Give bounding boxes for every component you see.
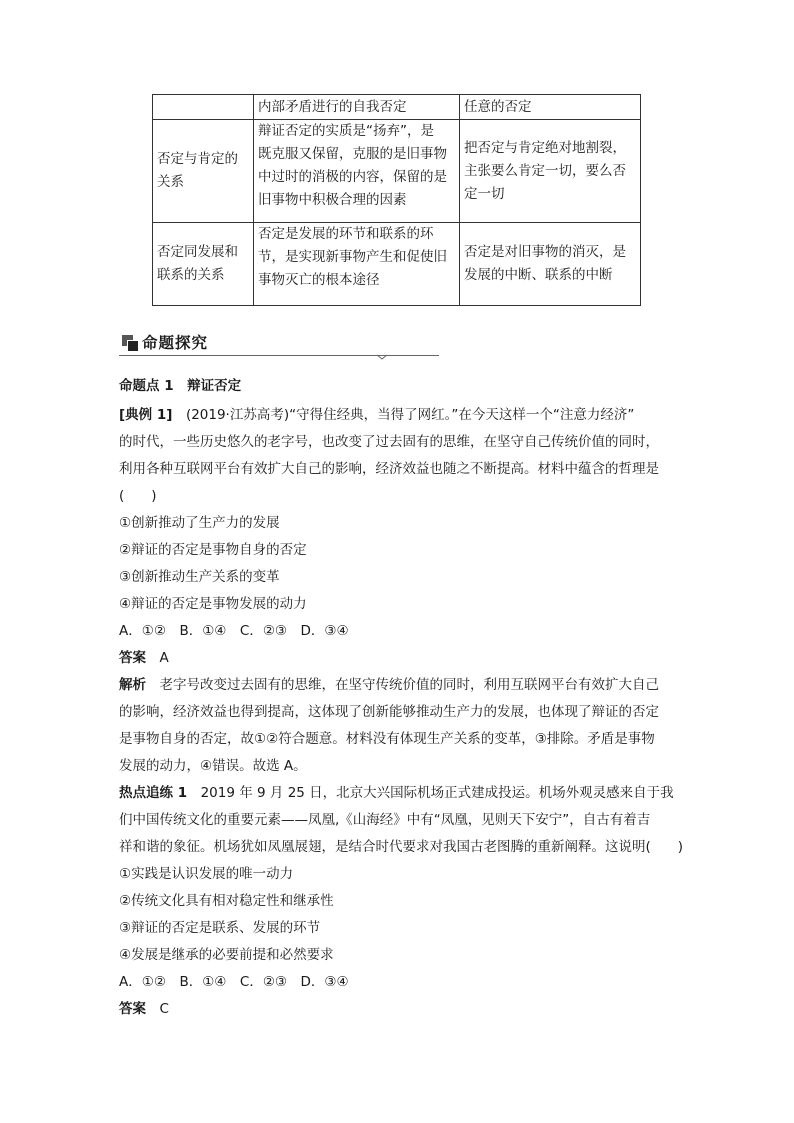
divider-notch-icon xyxy=(377,350,387,360)
example-line: 的时代，一些历史悠久的老字号，也改变了过去固有的思维，在坚守自己传统价值的同时， xyxy=(119,434,659,450)
choices-line: A．①② B．①④ C．②③ D．③④ xyxy=(119,623,349,639)
cell-text: 旧事物中积极合理的因素 xyxy=(258,192,407,208)
cell-text: 否定是发展的环节和联系的环 xyxy=(258,226,434,242)
analysis-line: 发展的动力，④错误。故选 A。 xyxy=(119,758,307,774)
cell-text: 事物灭亡的根本途径 xyxy=(258,272,380,288)
drill-label: 热点追练 1 xyxy=(119,785,188,801)
choices-line: A．①② B．①④ C．②③ D．③④ xyxy=(119,974,349,990)
analysis-line: 解析 老字号改变过去固有的思维，在坚守传统价值的同时，利用互联网平台有效扩大自己 xyxy=(119,677,659,693)
table-cell xyxy=(254,95,460,120)
answer-line xyxy=(119,646,169,666)
table-row xyxy=(153,120,641,223)
drill-line: 们中国传统文化的重要元素——凤凰,《山海经》中有“凤凰，见则天下安宁”，自古有着吉 xyxy=(119,812,651,828)
option-item: ①创新推动了生产力的发展 xyxy=(119,515,280,531)
table-row xyxy=(153,223,641,306)
answer-label: 答案 xyxy=(119,650,146,666)
cell-text: 否定同发展和 xyxy=(157,244,238,260)
cell-text: 既克服又保留，克服的是旧事物 xyxy=(258,146,447,162)
section-title: 命题探究 xyxy=(142,334,209,352)
cell-text: 发展的中断、联系的中断 xyxy=(464,267,613,283)
point-title: 辩证否定 xyxy=(187,378,242,394)
table-cell xyxy=(460,120,641,223)
option-item: ②辩证的否定是事物自身的否定 xyxy=(119,542,307,558)
drill-line: 热点追练 1 2019 年 9 月 25 日，北京大兴国际机场正式建成投运。机场外观灵感来自于我 xyxy=(119,785,674,801)
cell-text: 关系 xyxy=(157,174,184,190)
cell-text: 辩证否定的实质是“扬弃”，是 xyxy=(258,123,434,139)
cell-text: 否定是对旧事物的消灭，是 xyxy=(464,244,626,260)
drill-line: 祥和谐的象征。机场犹如凤凰展翅，是结合时代要求对我国古老图腾的重新阐释。这说明( ) xyxy=(119,839,684,855)
table-cell xyxy=(153,95,254,120)
cell-text: 联系的关系 xyxy=(157,267,225,283)
cell-text: 把否定与肯定绝对地割裂， xyxy=(464,139,626,156)
analysis-line: 的影响，经济效益也得到提高，这体现了创新能够推动生产力的发展，也体现了辩证的否定 xyxy=(119,704,659,720)
cell-text: 内部矛盾进行的自我否定 xyxy=(258,98,407,115)
cell-text: 否定与肯定的 xyxy=(157,151,238,167)
cell-text: 定一切 xyxy=(464,185,505,202)
example-tag: [典例 1] xyxy=(119,407,173,423)
section-heading xyxy=(119,331,441,359)
table-row-header xyxy=(153,223,254,306)
example-line: [典例 1] (2019·江苏高考)“守得住经典，当得了网红。”在今天这样一个“注意力经济” xyxy=(119,407,635,423)
table-row xyxy=(153,95,641,120)
section-divider xyxy=(119,355,439,356)
point-heading xyxy=(119,374,241,394)
option-item: ②传统文化具有相对稳定性和继承性 xyxy=(119,893,334,909)
analysis-label: 解析 xyxy=(119,677,146,693)
option-item: ④发展是继承的必要前提和必然要求 xyxy=(119,947,334,963)
table-cell xyxy=(460,95,641,120)
cell-text: 任意的否定 xyxy=(464,98,532,115)
cell-text: 中过时的消极的内容，保留的是 xyxy=(258,169,447,185)
option-item: ①实践是认识发展的唯一动力 xyxy=(119,866,294,882)
example-line: 利用各种互联网平台有效扩大自己的影响，经济效益也随之不断提高。材料中蕴含的哲理是 xyxy=(119,461,659,477)
point-label: 命题点 1 xyxy=(119,378,174,394)
cell-text: 节，是实现新事物产生和促使旧 xyxy=(258,249,447,265)
answer-label: 答案 xyxy=(119,1001,146,1017)
table-cell xyxy=(254,120,460,223)
table-cell xyxy=(460,223,641,306)
answer-value: A xyxy=(159,650,169,666)
example-line: ( ) xyxy=(119,488,157,504)
table-row-header xyxy=(153,120,254,223)
option-item: ④辩证的否定是事物发展的动力 xyxy=(119,596,307,612)
analysis-line: 是事物自身的否定，故①②符合题意。材料没有体现生产关系的变革，③排除。矛盾是事物 xyxy=(119,731,655,747)
option-item: ③辩证的否定是联系、发展的环节 xyxy=(119,920,321,936)
table-cell xyxy=(254,223,460,306)
option-item: ③创新推动生产关系的变革 xyxy=(119,569,280,585)
section-square-icon xyxy=(122,335,137,350)
answer-line xyxy=(119,997,169,1017)
comparison-table xyxy=(152,94,641,306)
answer-value: C xyxy=(159,1001,169,1017)
cell-text: 主张要么肯定一切，要么否 xyxy=(464,162,626,179)
